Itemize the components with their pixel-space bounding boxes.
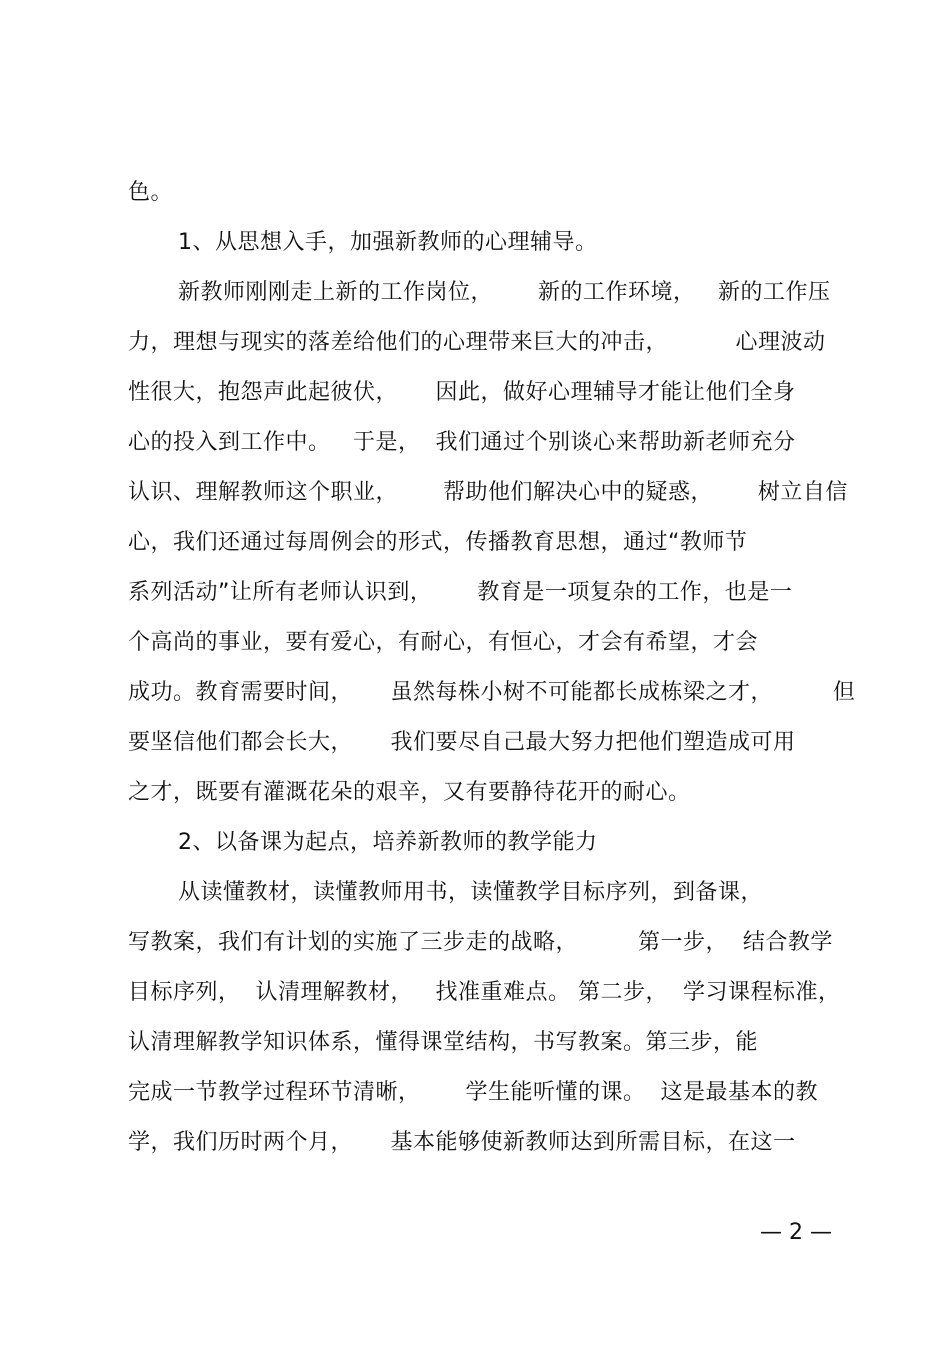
text-line: 心的投入到工作中。 于是， 我们通过个别谈心来帮助新老师充分 bbox=[128, 430, 796, 455]
text-line: 系列活动”让所有老师认识到， 教育是一项复杂的工作，也是一 bbox=[128, 580, 793, 605]
text-line: 学，我们历时两个月， 基本能够使新教师达到所需目标，在这一 bbox=[128, 1130, 796, 1155]
text-line: 从读懂教材，读懂教师用书，读懂教学目标序列，到备课， bbox=[178, 880, 764, 905]
text-line: 个高尚的事业，要有爱心，有耐心，有恒心，才会有希望，才会 bbox=[128, 630, 759, 655]
text-line: 性很大，抱怨声此起彼伏， 因此，做好心理辅导才能让他们全身 bbox=[128, 380, 796, 405]
page-number: — 2 — bbox=[760, 1220, 832, 1245]
text-line: 心，我们还通过每周例会的形式，传播教育思想，通过“教师节 bbox=[128, 530, 748, 555]
section-heading: 1、从思想入手，加强新教师的心理辅导。 bbox=[178, 230, 598, 255]
section-heading: 2、以备课为起点，培养新教师的教学能力 bbox=[178, 830, 598, 855]
text-line: 成功。教育需要时间， 虽然每株小树不可能都长成栋梁之才， 但 bbox=[128, 680, 856, 705]
text-line: 之才，既要有灌溉花朵的艰辛，又有要静待花开的耐心。 bbox=[128, 780, 691, 805]
text-line: 色。 bbox=[128, 180, 174, 205]
text-line: 完成一节教学过程环节清晰， 学生能听懂的课。 这是最基本的教 bbox=[128, 1080, 818, 1105]
text-line: 认清理解教学知识体系，懂得课堂结构，书写教案。第三步，能 bbox=[128, 1030, 759, 1055]
text-line: 目标序列， 认清理解教材， 找准重难点。 第二步， 学习课程标准， bbox=[128, 980, 841, 1005]
text-line: 力，理想与现实的落差给他们的心理带来巨大的冲击， 心理波动 bbox=[128, 330, 826, 355]
text-line: 认识、理解教师这个职业， 帮助他们解决心中的疑惑， 树立自信 bbox=[128, 480, 848, 505]
text-line: 写教案，我们有计划的实施了三步走的战略， 第一步， 结合教学 bbox=[128, 930, 833, 955]
text-line: 新教师刚刚走上新的工作岗位， 新的工作环境， 新的工作压 bbox=[178, 280, 831, 305]
text-line: 要坚信他们都会长大， 我们要尽自己最大努力把他们塑造成可用 bbox=[128, 730, 796, 755]
